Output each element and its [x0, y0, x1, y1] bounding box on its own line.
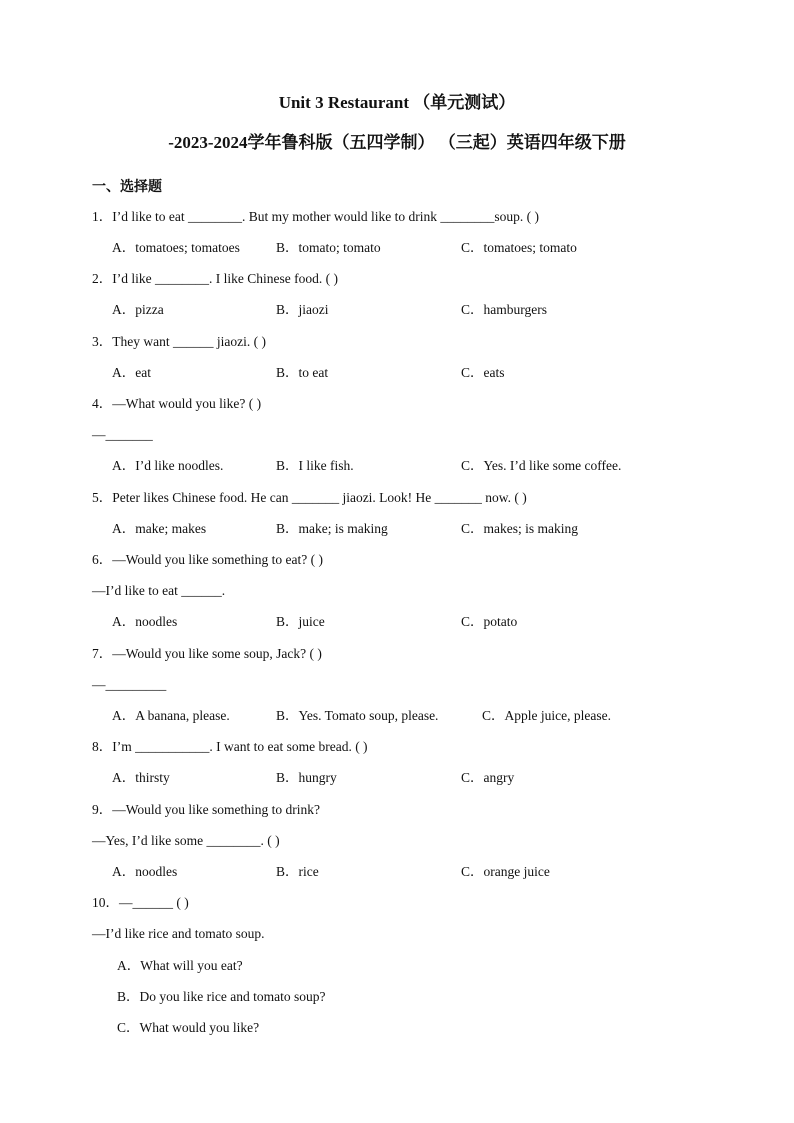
question-10-option-c[interactable]: C．What would you like?	[117, 1020, 260, 1035]
question-10-option-a[interactable]: A．What will you eat?	[117, 958, 243, 973]
question-10-answer-line: —I’d like rice and tomato soup.	[92, 926, 265, 941]
question-9-option-a[interactable]: A．noodles	[112, 864, 178, 879]
document-subtitle: -2023-2024学年鲁科版（五四学制） （三起）英语四年级下册	[168, 133, 626, 152]
question-5-stem: 5．Peter likes Chinese food. He can _______ jiaozi. Look! He _______ now. ( )	[92, 490, 527, 505]
question-5-option-b[interactable]: B．make; is making	[276, 521, 388, 536]
question-6-option-b[interactable]: B．juice	[276, 614, 325, 629]
question-6-stem: 6．—Would you like something to eat? ( )	[92, 552, 323, 567]
question-8-option-b[interactable]: B．hungry	[276, 770, 337, 785]
question-6-answer-line: —I’d like to eat ______.	[92, 583, 226, 598]
question-2-stem: 2．I’d like ________. I like Chinese food. ( )	[92, 271, 338, 286]
question-8-stem: 8．I’m ___________. I want to eat some bread. ( )	[92, 739, 368, 754]
question-4-answer-line: —_______	[92, 427, 153, 442]
question-5-option-c[interactable]: C．makes; is making	[461, 521, 578, 536]
question-7-option-c[interactable]: C．Apple juice, please.	[482, 708, 611, 723]
question-4-stem: 4．—What would you like? ( )	[92, 396, 262, 411]
question-10-option-b[interactable]: B．Do you like rice and tomato soup?	[117, 989, 326, 1004]
question-3-option-c[interactable]: C．eats	[461, 365, 505, 380]
question-1-option-a[interactable]: A．tomatoes; tomatoes	[112, 240, 240, 255]
question-7-option-b[interactable]: B．Yes. Tomato soup, please.	[276, 708, 439, 723]
question-9-option-c[interactable]: C．orange juice	[461, 864, 550, 879]
question-7-option-a[interactable]: A．A banana, please.	[112, 708, 230, 723]
question-9-option-b[interactable]: B．rice	[276, 864, 319, 879]
document-title: Unit 3 Restaurant （单元测试）	[278, 93, 516, 112]
question-3-stem: 3．They want ______ jiaozi. ( )	[92, 334, 266, 349]
question-1-stem: 1．I’d like to eat ________. But my mother would like to drink ________soup. ( )	[92, 209, 539, 224]
question-7-answer-line: —_________	[92, 677, 167, 692]
question-7-stem: 7．—Would you like some soup, Jack? ( )	[92, 646, 322, 661]
question-5-option-a[interactable]: A．make; makes	[112, 521, 207, 536]
question-4-option-b[interactable]: B．I like fish.	[276, 458, 354, 473]
question-6-option-c[interactable]: C．potato	[461, 614, 518, 629]
question-9-answer-line: —Yes, I’d like some ________. ( )	[92, 833, 280, 848]
question-2-option-a[interactable]: A．pizza	[112, 302, 164, 317]
question-10-stem: 10．—______ ( )	[92, 895, 189, 910]
question-8-option-a[interactable]: A．thirsty	[112, 770, 170, 785]
question-3-option-b[interactable]: B．to eat	[276, 365, 329, 380]
question-2-option-c[interactable]: C．hamburgers	[461, 302, 547, 317]
question-4-option-a[interactable]: A．I’d like noodles.	[112, 458, 224, 473]
question-1-option-c[interactable]: C．tomatoes; tomato	[461, 240, 577, 255]
question-1-option-b[interactable]: B．tomato; tomato	[276, 240, 381, 255]
question-6-option-a[interactable]: A．noodles	[112, 614, 178, 629]
question-3-option-a[interactable]: A．eat	[112, 365, 151, 380]
question-2-option-b[interactable]: B．jiaozi	[276, 302, 329, 317]
question-4-option-c[interactable]: C．Yes. I’d like some coffee.	[461, 458, 622, 473]
question-9-stem: 9．—Would you like something to drink?	[92, 802, 321, 817]
question-8-option-c[interactable]: C．angry	[461, 770, 515, 785]
section-title: 一、选择题	[92, 180, 162, 195]
